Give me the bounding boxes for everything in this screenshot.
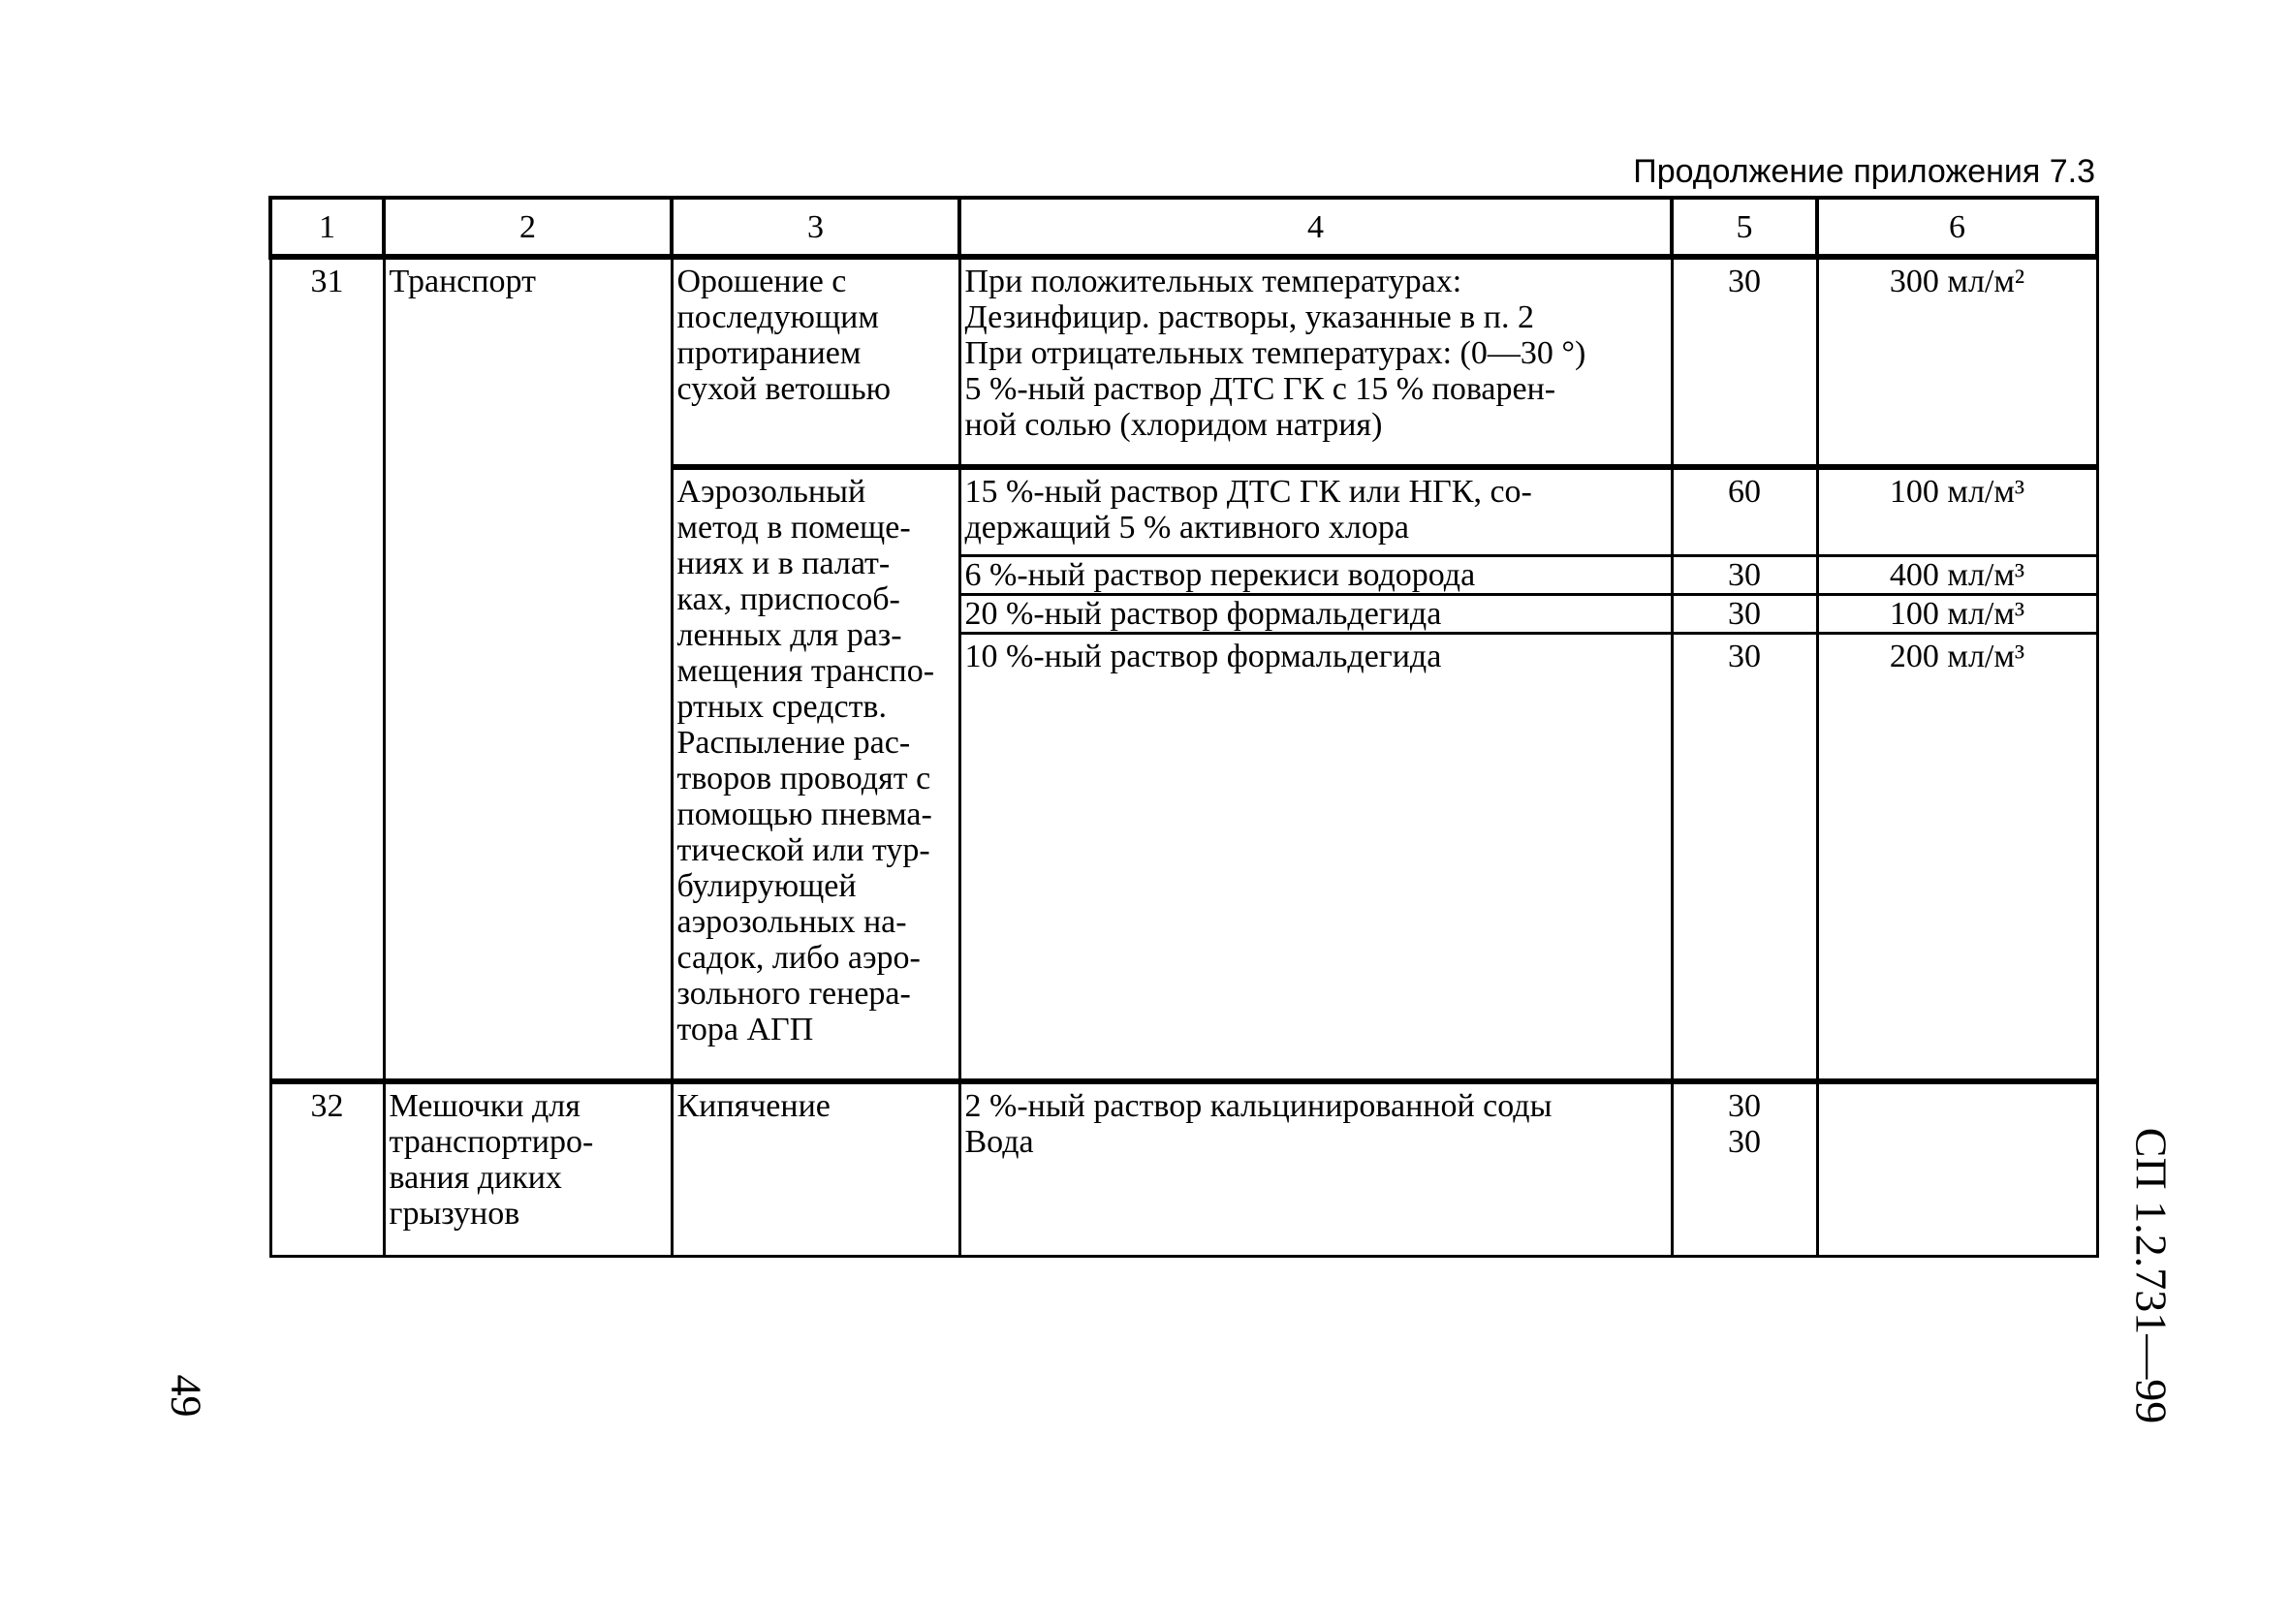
agent-cell: 2 %-ный раствор кальцинированной соды Вода	[959, 1081, 1672, 1256]
object-cell: Транспорт	[384, 257, 672, 1081]
agent-cell: 20 %-ный раствор формальдегида	[959, 594, 1672, 633]
col-header-2: 2	[384, 198, 672, 257]
time-cell: 30	[1672, 594, 1817, 633]
time-cell: 60	[1672, 467, 1817, 555]
agent-cell: 15 %-ный раствор ДТС ГК или НГК, со- держащий 5 % активного хлора	[959, 467, 1672, 555]
col-header-1: 1	[270, 198, 384, 257]
document-code: СП 1.2.731—99	[2126, 1127, 2177, 1424]
row-number: 32	[270, 1081, 384, 1256]
norm-cell	[1817, 1081, 2097, 1256]
table-caption: Продолжение приложения 7.3	[1633, 153, 2095, 190]
agent-cell: 6 %-ный раствор перекиси водорода	[959, 555, 1672, 594]
norm-cell: 100 мл/м³	[1817, 467, 2097, 555]
norm-cell: 200 мл/м³	[1817, 633, 2097, 1081]
norm-cell: 400 мл/м³	[1817, 555, 2097, 594]
col-header-6: 6	[1817, 198, 2097, 257]
header-row	[270, 198, 2097, 257]
disinfection-table	[268, 196, 2099, 1258]
col-header-5: 5	[1672, 198, 1817, 257]
time-cell: 30	[1672, 633, 1817, 1081]
method-cell: Аэрозольный метод в помеще- ниях и в палат- ках, приспособ- ленных для раз- мещения транспо- ртных средств. Распыление рас- творов проводят с помощью пневма- тической или тур- булирующей аэрозольных на- садок, либо аэро- зольного генера- тора АГП	[672, 467, 959, 1081]
time-cell: 30 30	[1672, 1081, 1817, 1256]
norm-cell: 300 мл/м²	[1817, 257, 2097, 467]
agent-cell: При положительных температурах: Дезинфицир. растворы, указанные в п. 2 При отрицательных температурах: (0—30 °) 5 %-ный раствор ДТС ГК с 15 % поварен- ной солью (хлоридом натрия)	[959, 257, 1672, 467]
row-number: 31	[270, 257, 384, 1081]
method-cell: Орошение с последующим протиранием сухой ветошью	[672, 257, 959, 467]
object-cell: Мешочки для транспортиро- вания диких грызунов	[384, 1081, 672, 1256]
col-header-3: 3	[672, 198, 959, 257]
time-cell: 30	[1672, 555, 1817, 594]
table-row	[270, 257, 2097, 467]
method-cell: Кипячение	[672, 1081, 959, 1256]
norm-cell: 100 мл/м³	[1817, 594, 2097, 633]
table-row	[270, 1081, 2097, 1256]
agent-cell: 10 %-ный раствор формальдегида	[959, 633, 1672, 1081]
page-number: 49	[162, 1374, 210, 1418]
time-cell: 30	[1672, 257, 1817, 467]
col-header-4: 4	[959, 198, 1672, 257]
